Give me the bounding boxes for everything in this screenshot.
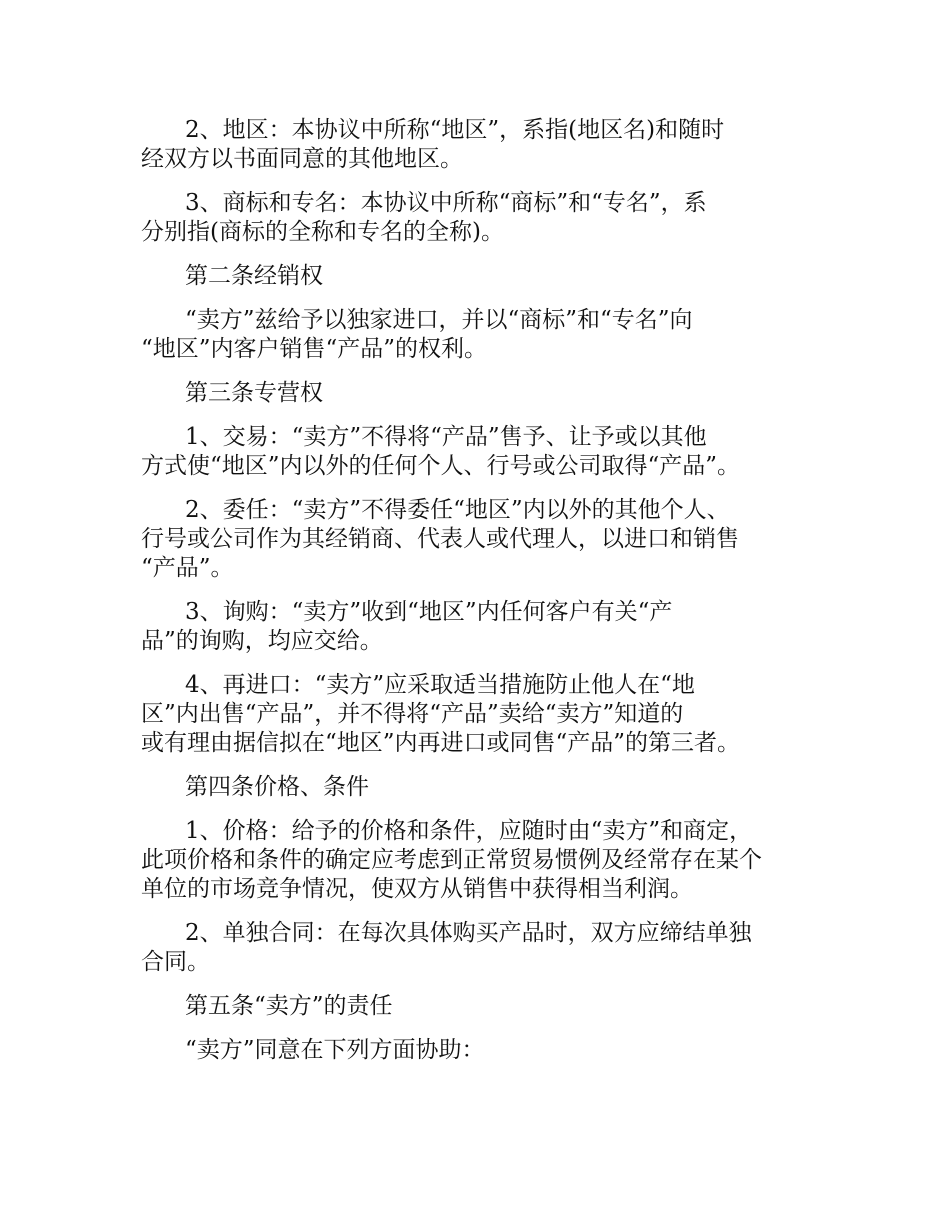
text-line: “卖方”兹给予以独家进口，并以“商标”和“专名”向 (185, 307, 693, 333)
text-line: 分别指(商标的全称和专名的全称)。 (141, 219, 504, 245)
text-line: 第五条“卖方”的责任 (185, 993, 393, 1019)
text-line: 4、再进口：“卖方”应采取适当措施防止他人在“地 (185, 672, 695, 698)
paragraph-trademark-definition (141, 189, 821, 247)
paragraph-price (141, 817, 821, 904)
paragraph-region-definition (141, 116, 821, 174)
text-line: “地区”内客户销售“产品”的权利。 (141, 336, 488, 362)
text-line: 区”内出售“产品”，并不得将“产品”卖给“卖方”知道的 (141, 701, 684, 727)
text-line: 第三条专营权 (185, 380, 323, 406)
paragraph-exclusive-trade (141, 423, 821, 481)
text-line: 方式使“地区”内以外的任何个人、行号或公司取得“产品”。 (141, 453, 741, 479)
article-4-heading (141, 773, 821, 802)
paragraph-separate-contract (141, 919, 821, 977)
paragraph-reimport (141, 671, 821, 758)
text-line: 经双方以书面同意的其他地区。 (141, 146, 463, 172)
article-2-heading (141, 262, 821, 291)
text-line: 2、委任：“卖方”不得委任“地区”内以外的其他个人、 (185, 497, 730, 523)
paragraph-appointment (141, 496, 821, 583)
text-line: “卖方”同意在下列方面协助： (185, 1037, 485, 1063)
text-line: 3、询购：“卖方”收到“地区”内任何客户有关“产 (185, 599, 673, 625)
paragraph-distribution-right (141, 306, 821, 364)
text-line: 单位的市场竞争情况，使双方从销售中获得相当利润。 (141, 876, 693, 902)
text-line: 1、价格：给予的价格和条件，应随时由“卖方”和商定， (185, 818, 753, 844)
article-5-heading (141, 992, 821, 1021)
text-line: 3、商标和专名：本协议中所称“商标”和“专名”，系 (185, 190, 707, 216)
text-line: 2、单独合同：在每次具体购买产品时，双方应缔结单独 (185, 920, 752, 946)
text-line: 第四条价格、条件 (185, 774, 369, 800)
text-line: 品”的询购，均应交给。 (141, 628, 383, 654)
document-body (141, 116, 821, 1080)
text-line: 1、交易：“卖方”不得将“产品”售予、让予或以其他 (185, 424, 707, 450)
text-line: 2、地区：本协议中所称“地区”，系指(地区名)和随时 (185, 117, 725, 143)
paragraph-seller-assistance (141, 1036, 821, 1065)
text-line: 或有理由据信拟在“地区”内再进口或同售“产品”的第三者。 (141, 730, 741, 756)
text-line: “产品”。 (141, 555, 234, 581)
text-line: 第二条经销权 (185, 263, 323, 289)
text-line: 行号或公司作为其经销商、代表人或代理人，以进口和销售 (141, 526, 739, 552)
text-line: 合同。 (141, 949, 210, 975)
article-3-heading (141, 379, 821, 408)
text-line: 此项价格和条件的确定应考虑到正常贸易惯例及经常存在某个 (141, 847, 762, 873)
paragraph-inquiry (141, 598, 821, 656)
